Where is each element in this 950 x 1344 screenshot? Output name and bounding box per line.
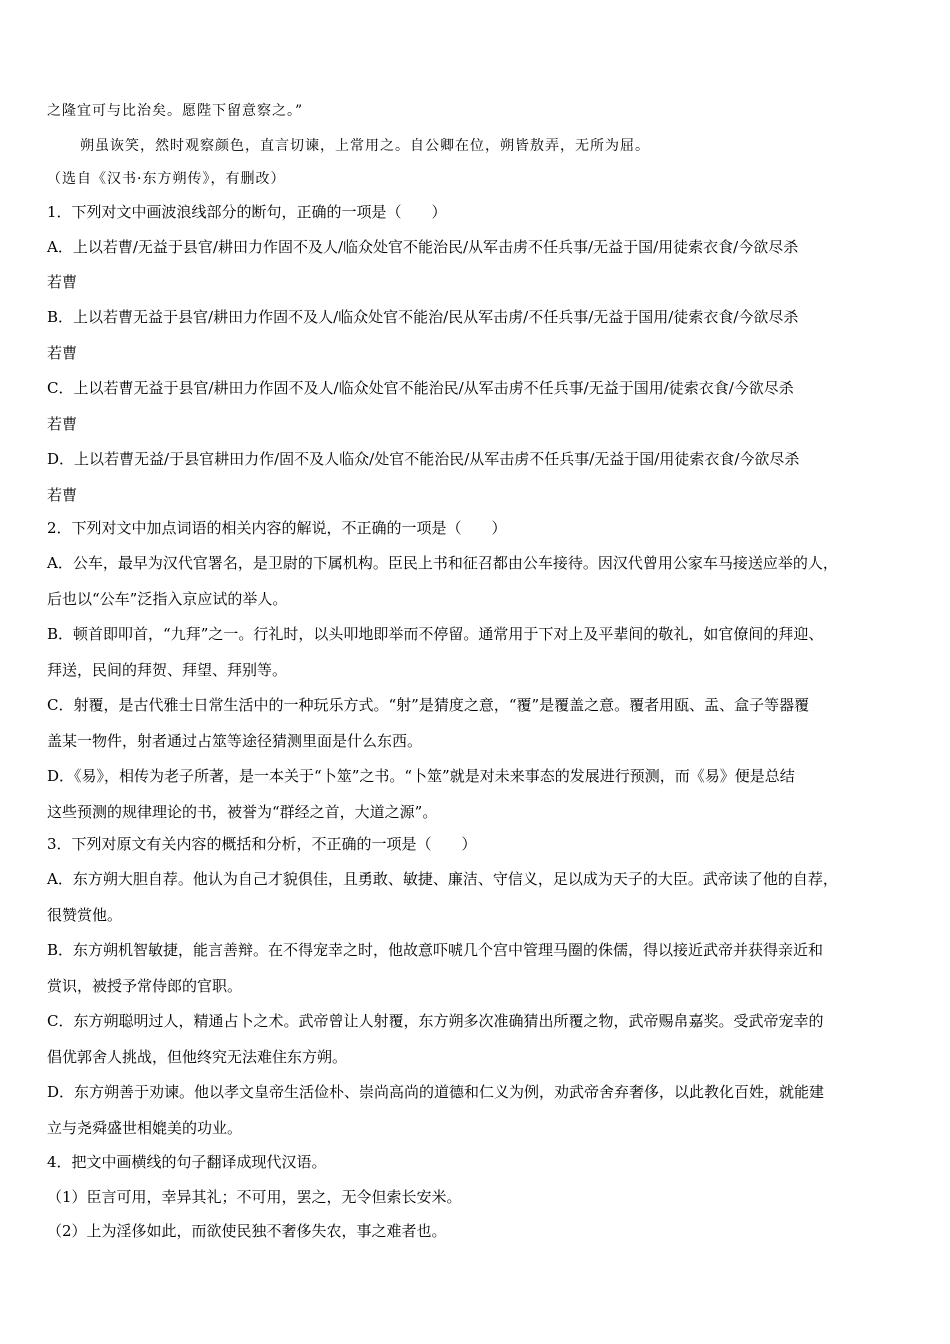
question-2-option-d: D．《易》，相传为老子所著，是一本关于“卜筮”之书。“卜筮”就是对未来事态的发展进行预测，而《易》便是总结: [47, 767, 795, 785]
question-2-stem: 2．下列对文中加点词语的相关内容的解说，不正确的一项是（ ）: [47, 519, 507, 537]
question-1-option-d: D．上以若曹无益/于县官耕田力作/固不及人临众/处官不能治民/从军击虏不任兵事/无益于国/用徒索衣食/今欲尽杀: [47, 450, 800, 468]
question-2-option-a-cont: 后也以“公车”泛指入京应试的举人。: [47, 590, 288, 608]
passage-source: （选自《汉书·东方朔传》，有删改）: [47, 171, 286, 187]
question-3-option-b-cont: 赏识，被授予常侍郎的官职。: [47, 977, 243, 995]
question-1-option-d-cont: 若曹: [47, 486, 78, 504]
question-2-option-b: B．顿首即叩首，“九拜”之一。行礼时，以头叩地即举而不停留。通常用于下对上及平辈间的敬礼，如官僚间的拜迎、: [47, 625, 824, 643]
question-1-option-c: C．上以若曹无益于县官/耕田力作固不及人/临众处官不能治民/从军击虏不任兵事/无益于国用/徒索衣食/今欲尽杀: [47, 379, 794, 397]
question-1-option-b-cont: 若曹: [47, 344, 78, 362]
question-1-option-c-cont: 若曹: [47, 415, 78, 433]
question-1-stem: 1．下列对文中画波浪线部分的断句，正确的一项是（ ）: [47, 203, 447, 221]
question-1-option-a-cont: 若曹: [47, 273, 78, 291]
passage-line-1: 之隆宜可与比治矣。愿陛下留意察之。”: [47, 103, 304, 119]
question-3-option-d-cont: 立与尧舜盛世相媲美的功业。: [47, 1119, 243, 1137]
question-4-sentence-2: （2）上为淫侈如此，而欲使民独不奢侈失农，事之难者也。: [47, 1222, 447, 1240]
question-3-stem: 3．下列对原文有关内容的概括和分析，不正确的一项是（ ）: [47, 835, 477, 853]
question-3-option-d: D．东方朔善于劝谏。他以孝文皇帝生活俭朴、崇尚高尚的道德和仁义为例，劝武帝舍弃奢侈，以此教化百姓，就能建: [47, 1083, 825, 1101]
question-2-option-d-cont: 这些预测的规律理论的书，被誉为“群经之首，大道之源”。: [47, 803, 438, 821]
question-3-option-c: C．东方朔聪明过人，精通占卜之术。武帝曾让人射覆，东方朔多次准确猜出所覆之物，武帝赐帛嘉奖。受武帝宠幸的: [47, 1012, 824, 1030]
question-2-option-a: A．公车，最早为汉代官署名，是卫尉的下属机构。臣民上书和征召都由公车接待。因汉代曾用公家车马接送应举的人，: [47, 554, 838, 572]
question-3-option-c-cont: 倡优郭舍人挑战，但他终究无法难住东方朔。: [47, 1048, 348, 1066]
question-4-sentence-1: （1）臣言可用，幸异其礼；不可用，罢之，无令但索长安米。: [47, 1188, 462, 1206]
question-1-option-b: B．上以若曹无益于县官/耕田力作固不及人/临众处官不能治/民从军击虏/不任兵事/无益于国用/徒索衣食/今欲尽杀: [47, 308, 799, 326]
question-4-stem: 4．把文中画横线的句子翻译成现代汉语。: [47, 1153, 327, 1171]
question-2-option-c-cont: 盖某一物件，射者通过占筮等途径猜测里面是什么东西。: [47, 732, 423, 750]
question-3-option-a: A．东方朔大胆自荐。他认为自己才貌俱佳，且勇敢、敏捷、廉洁、守信义，足以成为天子的大臣。武帝读了他的自荐，: [47, 870, 838, 888]
question-2-option-b-cont: 拜送，民间的拜贺、拜望、拜别等。: [47, 661, 288, 679]
question-1-option-a: A．上以若曹/无益于县官/耕田力作固不及人/临众处官不能治民/从军击虏不任兵事/无益于国/用徒索衣食/今欲尽杀: [47, 238, 799, 256]
question-3-option-b: B．东方朔机智敏捷，能言善辩。在不得宠幸之时，他故意吓唬几个宫中管理马圈的侏儒，得以接近武帝并获得亲近和: [47, 941, 824, 959]
question-3-option-a-cont: 很赞赏他。: [47, 906, 123, 924]
question-2-option-c: C．射覆，是古代雅士日常生活中的一种玩乐方式。“射”是猜度之意，“覆”是覆盖之意。覆者用瓯、盂、盒子等器覆: [47, 696, 810, 714]
passage-line-2: 朔虽诙笑，然时观察颜色，直言切谏，上常用之。自公卿在位，朔皆敖弄，无所为屈。: [80, 138, 650, 154]
